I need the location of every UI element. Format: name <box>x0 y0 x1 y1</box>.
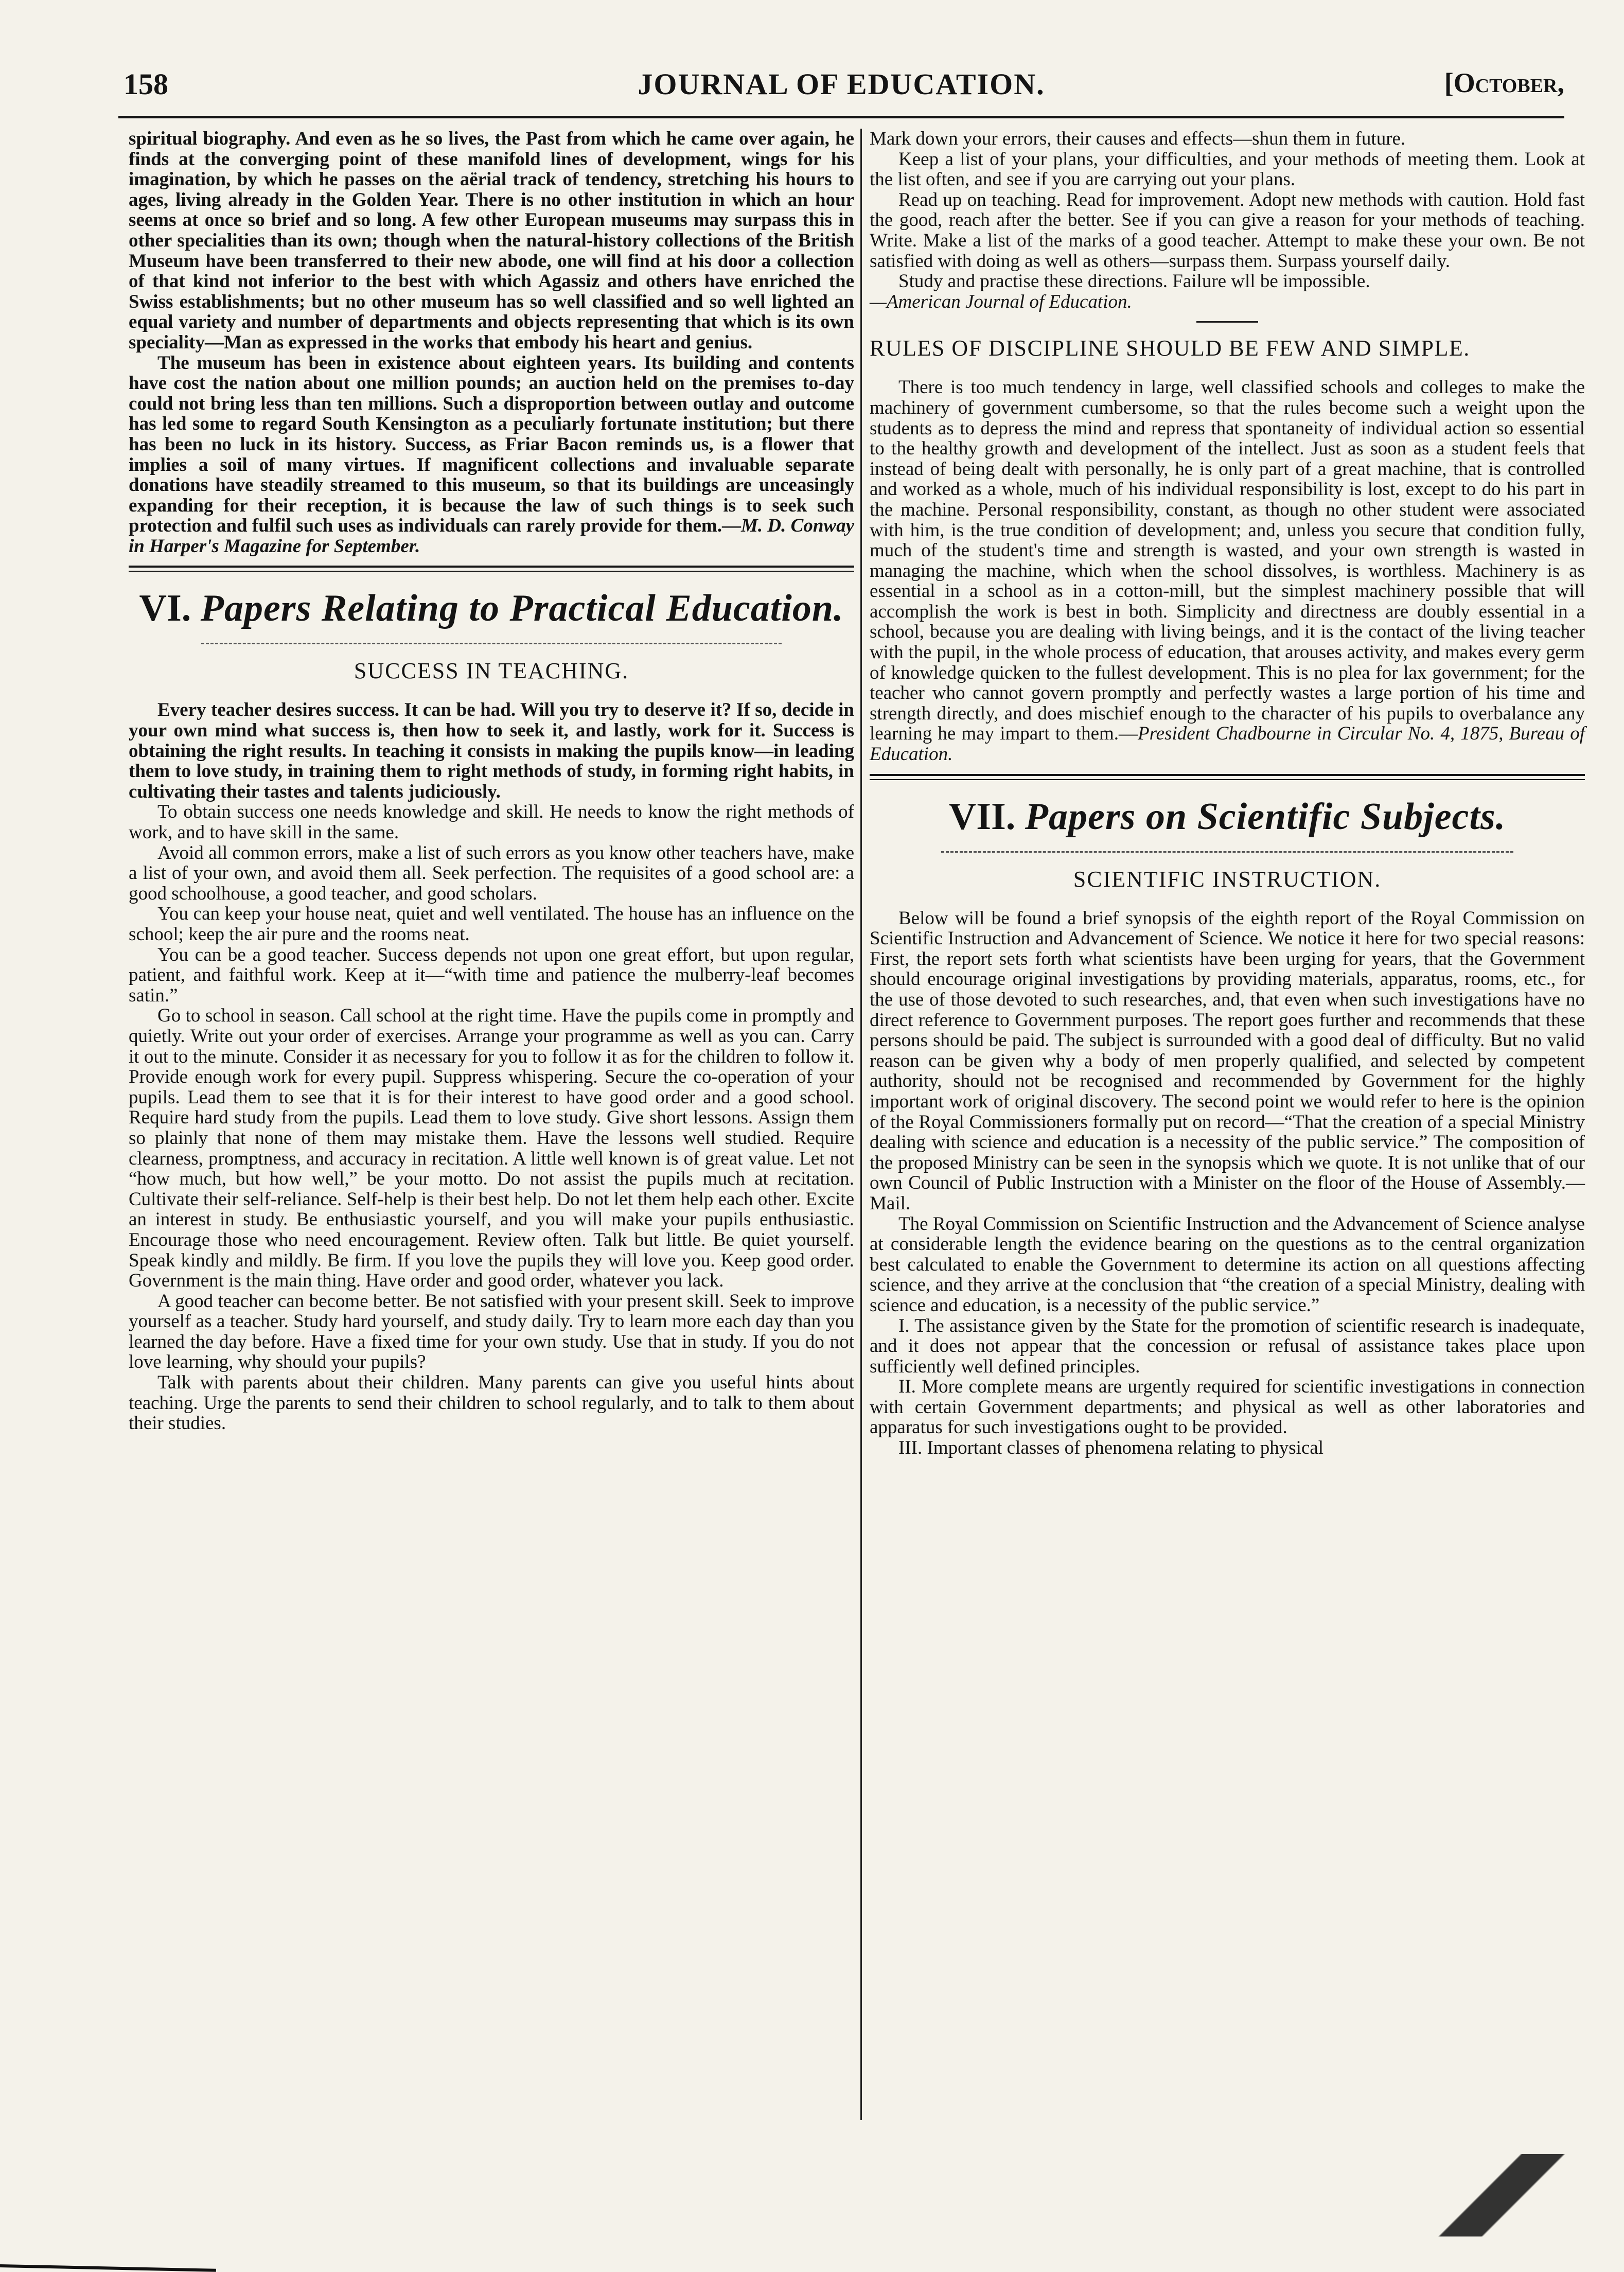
ink-smudge <box>1434 2154 1567 2236</box>
section-rule-thin <box>870 779 1585 780</box>
article-paragraph: Talk with parents about their children. Many parents can give you useful hints about teaching. Urge the parents to send their children to school regularly, and to talk to them about their studies. <box>129 1372 854 1434</box>
running-header <box>118 67 1564 113</box>
section-seven-heading <box>870 794 1585 840</box>
header-rule <box>118 116 1564 118</box>
article-paragraph: Keep a list of your plans, your difficulties, and your methods of meeting them. Look at the list often, and see if you are carrying out your plans. <box>870 148 1585 190</box>
section-rule-thin <box>129 571 854 572</box>
article-paragraph: III. Important classes of phenomena relating to physical <box>898 1437 1324 1459</box>
article-paragraph: A good teacher can become better. Be not satisfied with your present skill. Seek to improve yourself as a teacher. Study hard yourself, and study daily. Try to learn more each day than you learned the day before. Have a fixed time for your own study. Use that in study. If you do not love learning, why should your pupils? <box>129 1290 854 1373</box>
left-column <box>129 129 854 1434</box>
continuation-paragraph: spiritual biography. And even as he so lives, the Past from which he came over again, he finds at the converging point of these manifold lines of development, wings for his imagination, by which he passes on the aërial track of tendency, stretching his hours to ages, living already in the Golden Year. There is no other institution in which an hour seems at once so brief and so long. A few other European museums may surpass this in other specialities than its own; though when the natural-history collections of the British Museum have been transferred to their new abode, one will find at his door a collection of that kind not inferior to the best with which Agassiz and others have enriched the Swiss establishments; but no other museum has so well classified and so well lighted an equal variety and number of departments and objects representing that which is its own speciality—Man as expressed in the works that embody his heart and genius. <box>129 128 854 353</box>
ornamental-rule <box>201 638 782 644</box>
article-paragraph: Every teacher desires success. It can be had. Will you try to deserve it? If so, decide in your own mind what success is, then how to seek it, and lastly, work for it. Success is obtaining the right results. In teaching it consists in making the pupils know—in leading them to love study, in training them to right methods of study, in forming right habits, in cultivating their tastes and talents judiciously. <box>129 699 854 802</box>
article-paragraph: To obtain success one needs knowledge and skill. He needs to know the right methods of work, and to have skill in the same. <box>129 801 854 843</box>
section-six-title: Papers Relating to Practical Education. <box>200 587 844 630</box>
discipline-paragraph-text: There is too much tendency in large, well classified schools and colleges to make the machinery of government cumbersome, so that the rules become such a weight upon the students as to depress the mind and repress that spontaneity of individual action so essential to the healthy growth and development of the intellect. Just as soon as a student feels that instead of being dealt with personally, he is only part of a great machine, that is controlled and worked as a whole, much of his individual responsibility is lost, except to do his part in the machine. Personal responsibility, constant, as though no other student were associated with him, is the true condition of development; and, unless you secure that condition fully, much of the student's time and strength is wasted, and your own strength is wasted in managing the machine, which when the school dissolves, is worthless. Machinery is as essential in a school as in a cotton-mill, but the simplest machinery possible that will accomplish the work is best in both. Simplicity and directness are doubly essential in a school, because you are dealing with living beings, and it is the contact of the living teacher with the pupil, in the whole process of education, that arouses activity, and makes every germ of knowledge quicken to the fullest development. This is no plea for lax government; for the teacher who cannot govern promptly and perfectly wastes a large portion of his time and strength directly, and does mischief enough to the character of his pupils to overbalance any learning he may impart to them.— <box>870 377 1585 745</box>
article-paragraph: Below will be found a brief synopsis of the eighth report of the Royal Commission on Scientific Instruction and Advancement of Science. We notice it here for two special reasons: First, the report sets forth what scientists have been urging for years, that the Government should encourage original investigations by providing materials, apparatus, rooms, etc., for the use of those devoted to such researches, and, that even when such investigations have no direct reference to Government purposes. The report goes further and recommends that these persons should be paid. The subject is surrounded with a good deal of difficulty. But no valid reason can be given why a body of men properly qualified, and selected by competent authority, should not be recognised and recommended by Government for the highly important work of original discovery. The second point we would refer to here is the opinion of the Royal Commissioners formally put on record—“That the creation of a special Ministry dealing with science and education is a necessity of the public service.” The composition of the proposed Ministry can be seen in the synopsis which we quote. It is not unlike that of our own Council of Public Instruction with a Minister on the floor of the House of Assembly.—Mail. <box>870 907 1585 1214</box>
page-number: 158 <box>123 67 168 101</box>
continuation-signature: M. D. Conway in Harper's Magazine for September. <box>129 515 854 557</box>
section-six-number: VI. <box>139 587 191 630</box>
article-paragraph: The Royal Commission on Scientific Instruction and the Advancement of Science analyse at considerable length the evidence bearing on the questions as to the central organization best calculated to enable the Government to determine its action on all questions affecting science, and they arrive at the conclusion that “the creation of a special Ministry, dealing with science and education, is a necessity of the public service.” <box>870 1213 1585 1316</box>
section-seven-number: VII. <box>948 795 1016 838</box>
success-signature: —American Journal of Education. <box>870 291 1132 312</box>
column-divider <box>860 129 862 2120</box>
article-paragraph: You can be a good teacher. Success depends not upon one great effort, but upon regular, patient, and faithful work. Keep at it—“with time and patience the mulberry-leaf becomes satin.” <box>129 944 854 1006</box>
section-seven-title: Papers on Scientific Subjects. <box>1025 795 1506 838</box>
article-paragraph: Study and practise these directions. Failure wll be impossible. <box>898 271 1370 292</box>
article-paragraph: Mark down your errors, their causes and effects—shun them in future. <box>870 128 1406 149</box>
issue-month: [October, <box>1444 67 1564 98</box>
short-rule <box>1196 321 1258 323</box>
section-six-heading <box>129 585 854 631</box>
continuation-paragraph <box>129 353 854 557</box>
success-article-title: SUCCESS IN TEACHING. <box>354 658 629 684</box>
discipline-article-title: RULES OF DISCIPLINE SHOULD BE FEW AND SIMPLE. <box>870 336 1470 361</box>
article-paragraph: You can keep your house neat, quiet and well ventilated. The house has an influence on the school; keep the air pure and the rooms neat. <box>129 903 854 945</box>
continuation-paragraph-text: The museum has been in existence about eighteen years. Its building and contents have cost the nation about one million pounds; an auction held on the premises to-day could not bring less than ten millions. Such a disproportion between outlay and outcome has led some to regard South Kensington as a peculiarly fortunate institution; but there has been no luck in its history. Success, as Friar Bacon reminds us, is a flower that implies a soil of many virtues. If magnificent collections and invaluable separate donations have steadily streamed to this museum, so that its buildings are unceasingly expanding for their reception, it is because the law of such things is to seek such protection and fulfil such uses as individuals can rarely provide for them.— <box>129 352 854 537</box>
journal-title: JOURNAL OF EDUCATION. <box>638 67 1045 101</box>
section-rule <box>870 774 1585 776</box>
article-paragraph: Read up on teaching. Read for improvement. Adopt new methods with caution. Hold fast the good, reach after the better. See if you can give a reason for your methods of teaching. Write. Make a list of the marks of a good teacher. Attempt to make these your own. Be not satisfied with doing as well as others—surpass them. Surpass yourself daily. <box>870 189 1585 272</box>
article-paragraph: Go to school in season. Call school at the right time. Have the pupils come in promptly and quietly. Write out your order of exercises. Arrange your programme as well as you can. Carry it out to the minute. Consider it as necessary for you to follow it as for the children to follow it. Provide enough work for every pupil. Suppress whispering. Secure the co-operation of your pupils. Lead them to see that it is for their interest to have good order and a good school. Require hard study from the pupils. Lead them to love study. Give short lessons. Assign them so plainly that none of them may mistake them. Have the lessons well studied. Require clearness, promptness, and accuracy in recitation. A little well known is of great value. Let not “how much, but how well,” be your motto. Do not assist the pupils much at recitation. Cultivate their self-reliance. Self-help is their best help. Do not let them help each other. Excite an interest in study. Be enthusiastic yourself, and you will make your pupils enthusiastic. Encourage those who need encouragement. Review often. Talk but little. Be quiet yourself. Speak kindly and mildly. Be firm. If you love the pupils they will love you. Keep good order. Government is the main thing. Have order and good order, whatever you lack. <box>129 1005 854 1292</box>
discipline-signature: President Chadbourne in Circular No. 4, 1875, Bureau of Education. <box>870 723 1585 765</box>
section-rule <box>129 566 854 568</box>
page-edge-mark <box>0 2264 216 2272</box>
ornamental-rule <box>941 846 1513 853</box>
article-paragraph: Avoid all common errors, make a list of such errors as you know other teachers have, make a list of your own, and avoid them all. Seek perfection. The requisites of a good school are: a good schoolhouse, a good teacher, and good scholars. <box>129 842 854 904</box>
right-column <box>870 129 1585 1458</box>
article-paragraph <box>870 377 1585 764</box>
article-paragraph: I. The assistance given by the State for the promotion of scientific research is inadequate, and it does not appear that the concession or refusal of assistance takes place upon sufficiently well defined principles. <box>870 1315 1585 1377</box>
article-paragraph: II. More complete means are urgently required for scientific investigations in connection with certain Government departments; and physical as well as other laboratories and apparatus for such investigations ought to be provided. <box>870 1376 1585 1438</box>
scientific-article-title: SCIENTIFIC INSTRUCTION. <box>1073 866 1382 892</box>
